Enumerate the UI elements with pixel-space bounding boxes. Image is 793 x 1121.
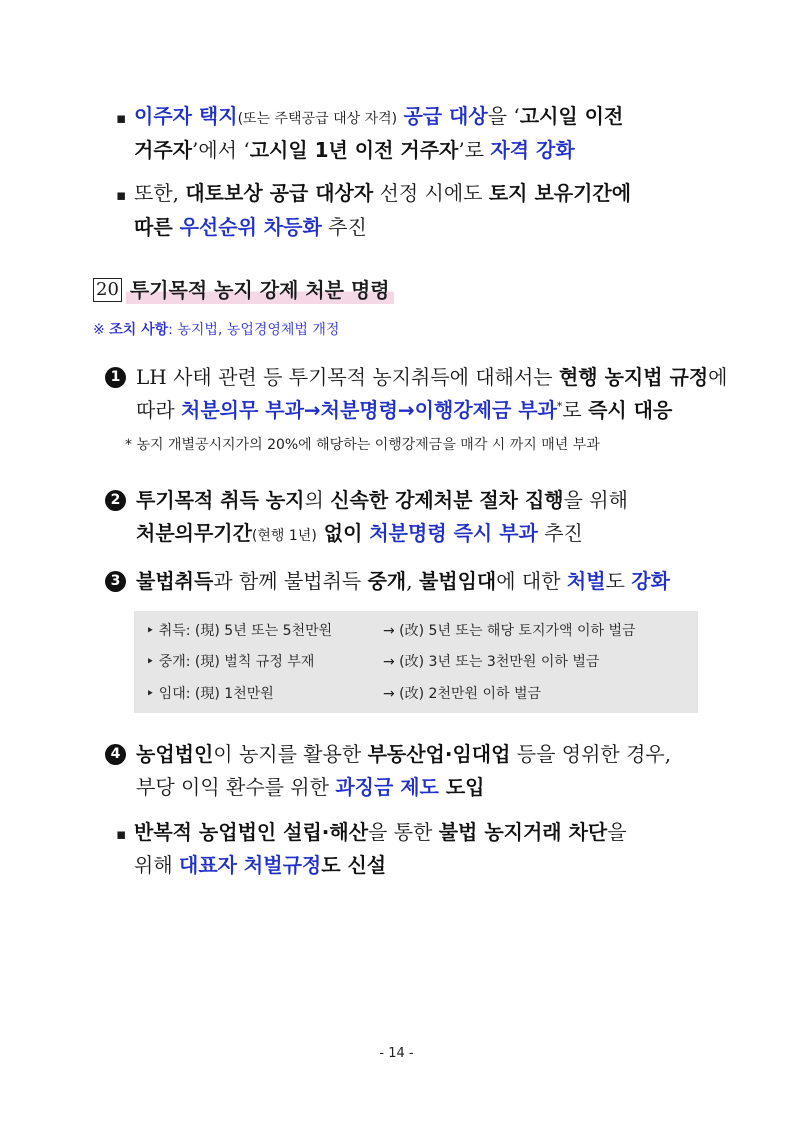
item-number-badge: 3	[105, 571, 126, 592]
bullet-1-line-2: 거주자’에서 ‘고시일 1년 이전 거주자’로 자격 강화	[134, 138, 575, 162]
measure-note: ※ 조치 사항: 농지법, 농업경영체법 개정	[93, 322, 340, 338]
item-2-line-2: 처분의무기간(현행 1년) 없이 처분명령 즉시 부과 추진	[136, 521, 583, 545]
item-2-line-1: 투기목적 취득 농지의 신속한 강제처분 절차 집행을 위해	[136, 488, 628, 512]
penalty-row: ‣ 중개: (現) 벌칙 규정 부재 → (改) 3년 또는 3천만원 이하 벌금	[146, 654, 600, 670]
bullet-2-line-2: 따른 우선순위 차등화 추진	[134, 215, 367, 239]
penalty-row: ‣ 임대: (現) 1천만원 → (改) 2천만원 이하 벌금	[146, 686, 542, 702]
bullet-2-line-1: 또한, 대토보상 공급 대상자 선정 시에도 토지 보유기간에	[134, 181, 632, 205]
bullet-marker: ▪	[116, 825, 127, 843]
item-number-badge: 2	[105, 490, 126, 511]
footnote: * 농지 개별공시지가의 20%에 해당하는 이행강제금을 매각 시 까지 매년 부과	[125, 437, 600, 453]
page-number: - 14 -	[379, 1046, 414, 1061]
bullet-3-line-1: 반복적 농업법인 설립·해산을 통한 불법 농지거래 차단을	[134, 820, 627, 844]
bullet-3-line-2: 위해 대표자 처벌규정도 신설	[134, 853, 387, 877]
item-4-line-2: 부당 이익 환수를 위한 과징금 제도 도입	[136, 775, 485, 799]
item-4-line-1: 농업법인이 농지를 활용한 부동산업·임대업 등을 영위한 경우,	[136, 742, 672, 766]
item-1-line-1: LH 사태 관련 등 투기목적 농지취득에 대해서는 현행 농지법 규정에	[136, 365, 728, 389]
section-number: 20	[93, 278, 122, 302]
bullet-marker: ▪	[116, 186, 127, 204]
penalty-table	[134, 611, 698, 713]
penalty-row: ‣ 취득: (現) 5년 또는 5천만원 → (改) 5년 또는 해당 토지가액 이하 벌금	[146, 623, 636, 639]
bullet-marker: ▪	[116, 109, 127, 127]
item-3-line-1: 불법취득과 함께 불법취득 중개, 불법임대에 대한 처벌도 강화	[136, 569, 670, 593]
item-number-badge: 4	[105, 744, 126, 765]
section-title: 투기목적 농지 강제 처분 명령	[126, 276, 394, 304]
bullet-1-line-1: 이주자 택지(또는 주택공급 대상 자격) 공급 대상을 ‘고시일 이전	[134, 104, 624, 128]
section-heading	[93, 276, 394, 306]
item-number-badge: 1	[105, 367, 126, 388]
item-1-line-2: 따라 처분의무 부과→처분명령→이행강제금 부과*로 즉시 대응	[136, 398, 673, 422]
